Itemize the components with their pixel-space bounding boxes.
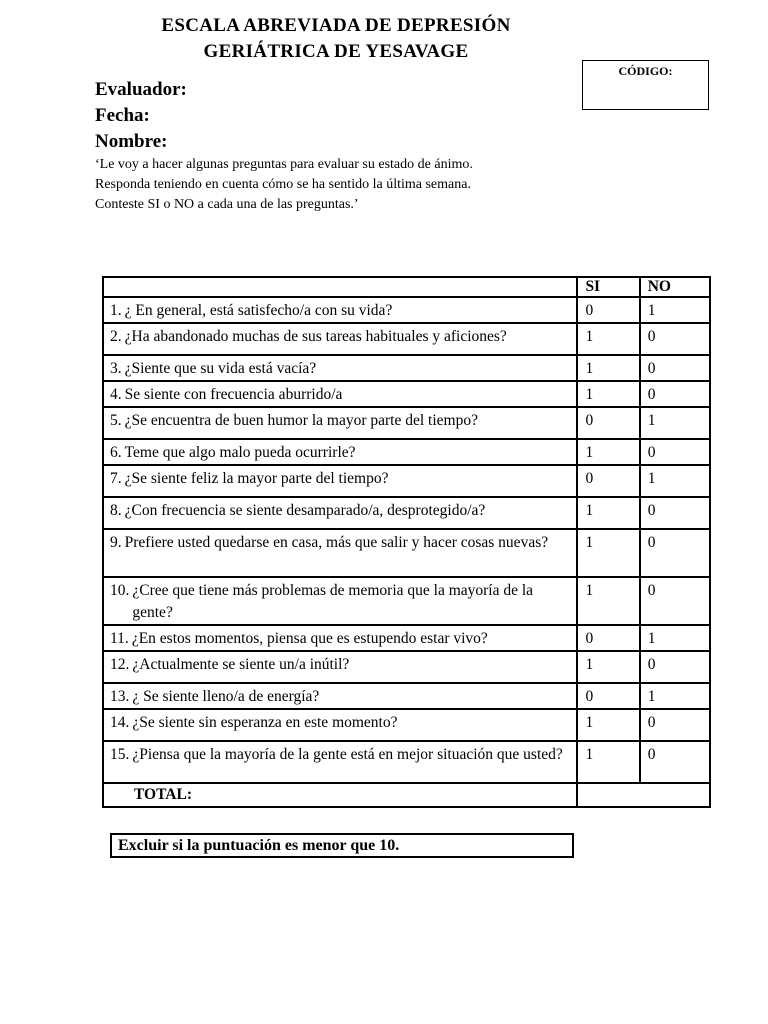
si-score: 1 xyxy=(585,582,594,599)
question-cell xyxy=(103,465,577,497)
question-row xyxy=(103,625,710,651)
no-score-cell[interactable] xyxy=(640,323,710,355)
question-row xyxy=(103,439,710,465)
no-score-cell[interactable] xyxy=(640,355,710,381)
si-score: 1 xyxy=(585,534,594,551)
si-score-cell[interactable] xyxy=(577,651,639,683)
instructions xyxy=(95,155,473,215)
question-text: Teme que algo malo pueda ocurrirle? xyxy=(124,444,356,461)
total-score-cell[interactable] xyxy=(577,783,710,807)
si-score-cell[interactable] xyxy=(577,439,639,465)
question-number: 9. xyxy=(110,534,122,551)
total-label: TOTAL: xyxy=(134,786,192,803)
si-score-cell[interactable] xyxy=(577,741,639,783)
question-number: 3. xyxy=(110,360,122,377)
evaluador-label: Evaluador: xyxy=(95,79,187,100)
question-cell xyxy=(103,323,577,355)
no-score: 0 xyxy=(647,714,656,731)
no-score-cell[interactable] xyxy=(640,439,710,465)
question-cell xyxy=(103,407,577,439)
no-score: 1 xyxy=(647,470,656,487)
question-row xyxy=(103,381,710,407)
question-text: Prefiere usted quedarse en casa, más que salir y hacer cosas nuevas? xyxy=(124,534,549,551)
si-score: 1 xyxy=(585,502,594,519)
question-text: ¿Con frecuencia se siente desamparado/a, desprotegido/a? xyxy=(124,502,486,519)
code-label: CÓDIGO: xyxy=(618,64,673,78)
question-number: 1. xyxy=(110,302,122,319)
instructions-line: ‘Le voy a hacer algunas preguntas para evaluar su estado de ánimo. xyxy=(95,157,473,172)
no-score-cell[interactable] xyxy=(640,497,710,529)
question-cell xyxy=(103,683,577,709)
question-text: ¿En estos momentos, piensa que es estupendo estar vivo? xyxy=(131,630,488,647)
si-score-cell[interactable] xyxy=(577,323,639,355)
form-title-line-2: GERIÁTRICA DE YESAVAGE xyxy=(203,41,469,62)
instructions-line: Responda teniendo en cuenta cómo se ha sentido la última semana. xyxy=(95,177,471,192)
no-score: 1 xyxy=(647,412,656,429)
question-row xyxy=(103,529,710,577)
si-score: 0 xyxy=(585,470,594,487)
question-text: ¿Se siente feliz la mayor parte del tiempo? xyxy=(124,470,389,487)
no-score-cell[interactable] xyxy=(640,709,710,741)
question-number: 2. xyxy=(110,328,122,345)
question-cell xyxy=(103,709,577,741)
si-score: 1 xyxy=(585,746,594,763)
question-cell xyxy=(103,625,577,651)
question-cell xyxy=(103,529,577,577)
si-score-cell[interactable] xyxy=(577,577,639,625)
table-header-row xyxy=(103,277,710,297)
no-score-cell[interactable] xyxy=(640,651,710,683)
question-row xyxy=(103,407,710,439)
si-score-cell[interactable] xyxy=(577,625,639,651)
question-row xyxy=(103,465,710,497)
question-number: 8. xyxy=(110,502,122,519)
no-score: 0 xyxy=(647,656,656,673)
column-header-si-label: SI xyxy=(585,278,601,295)
si-score: 0 xyxy=(585,630,594,647)
question-text: ¿Se siente sin esperanza en este momento? xyxy=(132,714,398,731)
fecha-label: Fecha: xyxy=(95,105,150,126)
question-cell xyxy=(103,741,577,783)
question-number: 10. xyxy=(110,582,130,599)
header-blank-cell xyxy=(103,277,577,297)
question-number: 14. xyxy=(110,714,130,731)
question-text: ¿ Se siente lleno/a de energía? xyxy=(132,688,320,705)
question-cell xyxy=(103,651,577,683)
question-row xyxy=(103,709,710,741)
no-score-cell[interactable] xyxy=(640,625,710,651)
total-label-cell xyxy=(103,783,577,807)
questionnaire-table xyxy=(102,276,711,808)
no-score: 0 xyxy=(647,444,656,461)
exclusion-note: Excluir si la puntuación es menor que 10. xyxy=(110,833,574,858)
si-score-cell[interactable] xyxy=(577,709,639,741)
question-text: ¿Ha abandonado muchas de sus tareas habituales y aficiones? xyxy=(124,328,507,345)
no-score: 0 xyxy=(647,328,656,345)
question-row xyxy=(103,323,710,355)
no-score-cell[interactable] xyxy=(640,577,710,625)
si-score: 1 xyxy=(585,444,594,461)
question-number: 15. xyxy=(110,746,130,763)
no-score-cell[interactable] xyxy=(640,529,710,577)
si-score-cell[interactable] xyxy=(577,465,639,497)
si-score: 1 xyxy=(585,360,594,377)
si-score-cell[interactable] xyxy=(577,529,639,577)
question-row xyxy=(103,355,710,381)
si-score-cell[interactable] xyxy=(577,683,639,709)
column-header-no xyxy=(640,277,710,297)
question-number: 5. xyxy=(110,412,122,429)
si-score-cell[interactable] xyxy=(577,407,639,439)
no-score-cell[interactable] xyxy=(640,407,710,439)
question-number: 6. xyxy=(110,444,122,461)
question-text: ¿Cree que tiene más problemas de memoria que la mayoría de la gente? xyxy=(132,582,534,621)
si-score: 0 xyxy=(585,688,594,705)
question-number: 7. xyxy=(110,470,122,487)
column-header-si xyxy=(577,277,639,297)
si-score: 1 xyxy=(585,656,594,673)
no-score-cell[interactable] xyxy=(640,297,710,323)
no-score: 0 xyxy=(647,746,656,763)
question-cell xyxy=(103,297,577,323)
question-cell xyxy=(103,577,577,625)
no-score: 0 xyxy=(647,534,656,551)
si-score-cell[interactable] xyxy=(577,355,639,381)
no-score: 1 xyxy=(647,630,656,647)
instructions-line: Conteste SI o NO a cada una de las preguntas.’ xyxy=(95,197,359,212)
code-box[interactable] xyxy=(582,60,709,110)
column-header-no-label: NO xyxy=(647,278,671,295)
no-score-cell[interactable] xyxy=(640,465,710,497)
si-score: 1 xyxy=(585,714,594,731)
question-number: 4. xyxy=(110,386,122,403)
question-row xyxy=(103,497,710,529)
question-cell xyxy=(103,439,577,465)
question-row xyxy=(103,683,710,709)
question-row xyxy=(103,651,710,683)
si-score: 0 xyxy=(585,302,594,319)
question-text: ¿ En general, está satisfecho/a con su vida? xyxy=(124,302,393,319)
no-score-cell[interactable] xyxy=(640,381,710,407)
question-number: 12. xyxy=(110,656,130,673)
question-row xyxy=(103,297,710,323)
total-row xyxy=(103,783,710,807)
question-number: 11. xyxy=(110,630,129,647)
si-score-cell[interactable] xyxy=(577,297,639,323)
question-number: 13. xyxy=(110,688,130,705)
si-score: 1 xyxy=(585,386,594,403)
question-row xyxy=(103,741,710,783)
question-cell xyxy=(103,497,577,529)
no-score: 0 xyxy=(647,386,656,403)
question-text: ¿Actualmente se siente un/a inútil? xyxy=(132,656,350,673)
no-score: 0 xyxy=(647,502,656,519)
nombre-label: Nombre: xyxy=(95,131,168,152)
question-text: ¿Siente que su vida está vacía? xyxy=(124,360,317,377)
question-row xyxy=(103,577,710,625)
no-score: 0 xyxy=(647,360,656,377)
si-score: 1 xyxy=(585,328,594,345)
question-text: ¿Piensa que la mayoría de la gente está en mejor situación que usted? xyxy=(132,746,563,763)
no-score-cell[interactable] xyxy=(640,741,710,783)
question-cell xyxy=(103,355,577,381)
question-text: ¿Se encuentra de buen humor la mayor parte del tiempo? xyxy=(124,412,478,429)
no-score: 1 xyxy=(647,302,656,319)
question-text: Se siente con frecuencia aburrido/a xyxy=(124,386,343,403)
si-score: 0 xyxy=(585,412,594,429)
si-score-cell[interactable] xyxy=(577,381,639,407)
no-score: 1 xyxy=(647,688,656,705)
no-score: 0 xyxy=(647,582,656,599)
question-cell xyxy=(103,381,577,407)
si-score-cell[interactable] xyxy=(577,497,639,529)
form-title-line-1: ESCALA ABREVIADA DE DEPRESIÓN xyxy=(161,15,511,36)
no-score-cell[interactable] xyxy=(640,683,710,709)
